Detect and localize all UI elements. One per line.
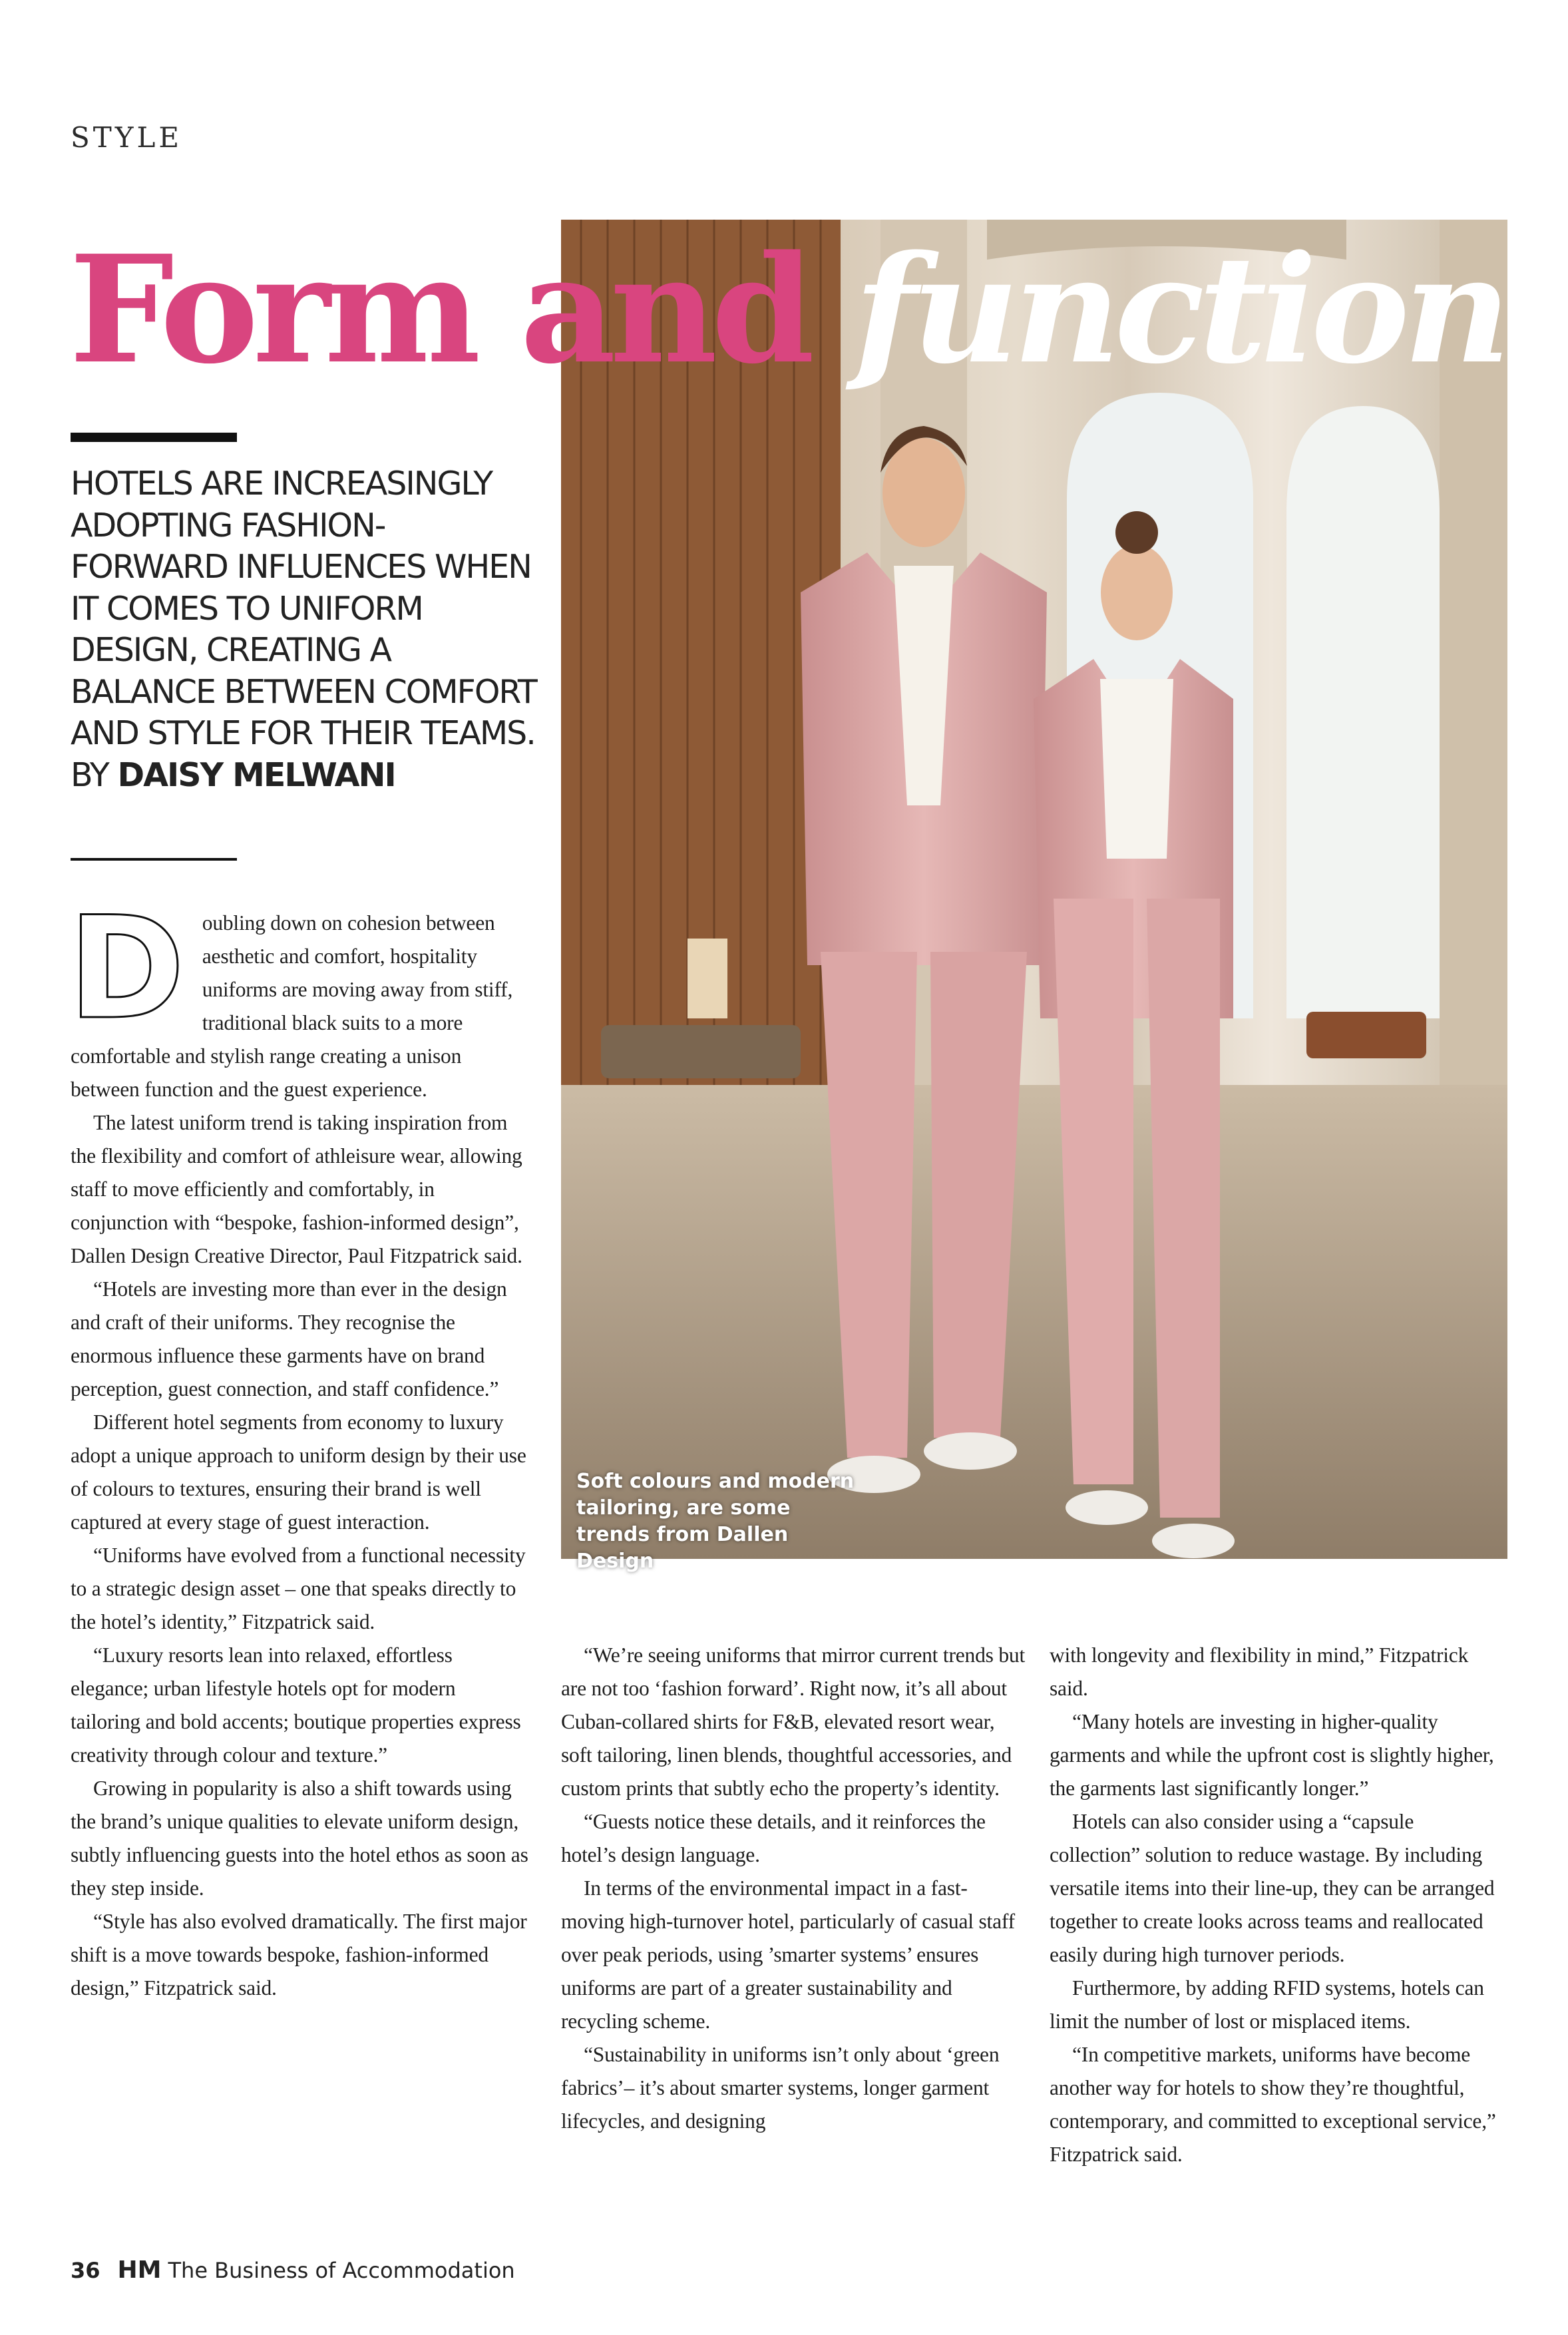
paragraph: Growing in popularity is also a shift towards using the brand’s unique qualities to elevate uniform design, subtly influencing guests into the hotel ethos as soon as they step inside. (71, 1777, 528, 1900)
page-footer (71, 2256, 515, 2284)
magazine-logo: HM (117, 2256, 162, 2284)
section-label: STYLE (71, 121, 183, 154)
standfirst (71, 463, 536, 796)
divider-thin (71, 858, 237, 861)
article-column-3 (1050, 1639, 1509, 2171)
paragraph (68, 886, 530, 1106)
paragraph: The latest uniform trend is taking inspiration from the flexibility and comfort of athleisure wear, allowing staff to move efficiently and comfortably, in conjunction with “bespoke, fashion-informed design”, Dallen Design Creative Director, Paul Fitzpatrick said. (71, 1111, 522, 1267)
drop-cap: D (68, 886, 185, 1050)
page-number: 36 (71, 2258, 100, 2283)
divider-thick (71, 433, 237, 442)
paragraph: “In competitive markets, uniforms have become another way for hotels to show they’re thoughtful, contemporary, and committed to exceptional service,” Fitzpatrick said. (1050, 2043, 1496, 2166)
standfirst-text: HOTELS ARE INCREASINGLY ADOPTING FASHION-FORWARD INFLUENCES WHEN IT COMES TO UNIFORM DESIGN, CREATING A BALANCE BETWEEN COMFORT AND STYLE FOR THEIR TEAMS. (71, 465, 536, 752)
article-column-2 (561, 1639, 1027, 2138)
paragraph: “Guests notice these details, and it reinforces the hotel’s design language. (561, 1810, 986, 1866)
paragraph: “Hotels are investing more than ever in the design and craft of their uniforms. They recognise the enormous influence these garments have on brand perception, guest connection, and staff confidence.” (71, 1277, 507, 1400)
paragraph: “We’re seeing uniforms that mirror current trends but are not too ‘fashion forward’. Right now, it’s all about Cuban-collared shirts for F&B, elevated resort wear, soft tailoring, linen blends, thoughtful accessories, and custom prints that subtly echo the property’s identity. (561, 1643, 1026, 1800)
paragraph: “Uniforms have evolved from a functional necessity to a strategic design asset – one that speaks directly to the hotel’s identity,” Fitzpatrick said. (71, 1544, 526, 1633)
uniform-models-illustration (561, 220, 1507, 1559)
headline-part1: Form and (69, 224, 855, 397)
article-column-1 (68, 886, 530, 2005)
magazine-title: The Business of Accommodation (168, 2258, 515, 2283)
photo-caption: Soft colours and modern tailoring, are some trends from Dallen Design (576, 1470, 855, 1573)
paragraph: Hotels can also consider using a “capsule collection” solution to reduce wastage. By including versatile items into their line-up, they can be arranged together to create looks across teams and reallocated easily during high turnover periods. (1050, 1810, 1495, 1966)
headline-part2: function (854, 224, 1505, 397)
paragraph: “Style has also evolved dramatically. The first major shift is a move towards bespoke, fashion-informed design,” Fitzpatrick said. (71, 1910, 527, 2000)
paragraph: “Sustainability in uniforms isn’t only about ‘green fabrics’– it’s about smarter systems, longer garment lifecycles, and designing (561, 2043, 1000, 2133)
headline (69, 224, 1505, 397)
paragraph: with longevity and flexibility in mind,” Fitzpatrick said. (1050, 1643, 1469, 1700)
byline-prefix: BY (71, 755, 118, 794)
paragraph-text: oubling down on cohesion between aesthetic and comfort, hospitality uniforms are moving away from stiff, traditional black suits to a more comfortable and stylish range creating a unison between function and the guest experience. (71, 911, 513, 1101)
paragraph: In terms of the environmental impact in a fast-moving high-turnover hotel, particularly of casual staff over peak periods, using ’smarter systems’ ensures uniforms are part of a greater sustainability and recycling scheme. (561, 1876, 1015, 2033)
hero-photo (561, 220, 1507, 1559)
paragraph: “Many hotels are investing in higher-quality garments and while the upfront cost is slightly higher, the garments last significantly longer.” (1050, 1710, 1494, 1800)
paragraph: “Luxury resorts lean into relaxed, effortless elegance; urban lifestyle hotels opt for modern tailoring and bold accents; boutique properties express creativity through colour and texture.” (71, 1643, 521, 1767)
paragraph: Furthermore, by adding RFID systems, hotels can limit the number of lost or misplaced items. (1050, 1976, 1484, 2033)
byline-author: DAISY MELWANI (117, 755, 395, 794)
paragraph: Different hotel segments from economy to luxury adopt a unique approach to uniform design by their use of colours to textures, ensuring their brand is well captured at every stage of guest interaction. (71, 1410, 526, 1534)
